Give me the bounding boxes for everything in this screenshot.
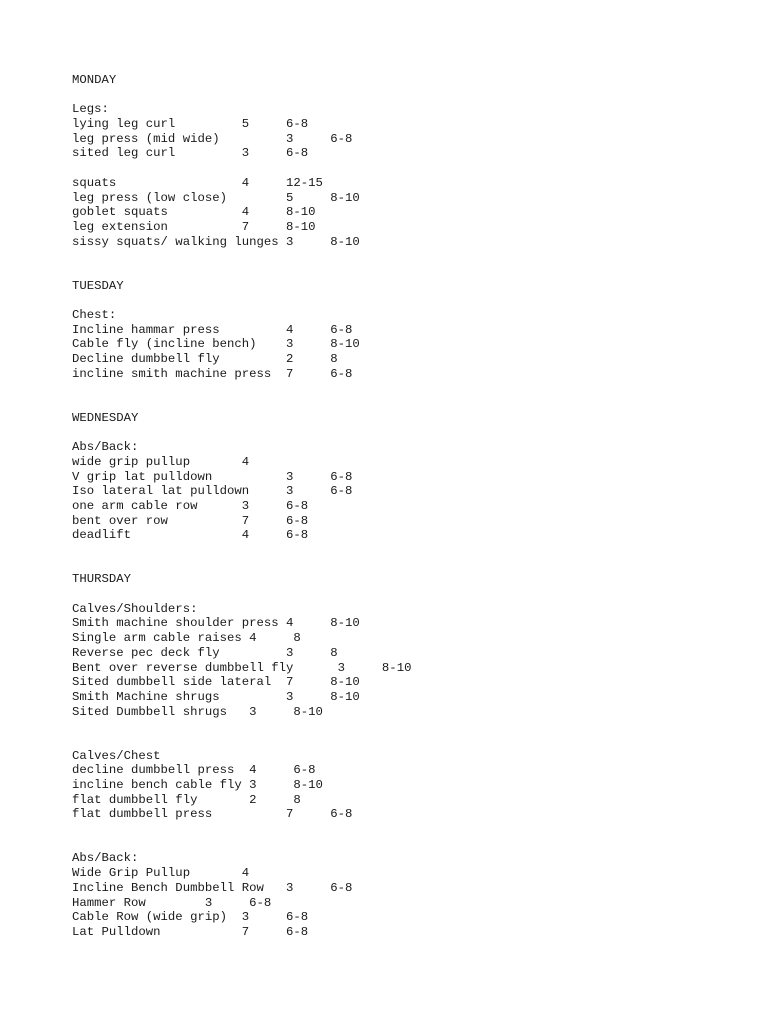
text-line: leg press (mid wide) 3 6-8 [72, 131, 353, 146]
text-line: Sited Dumbbell shrugs 3 8-10 [72, 704, 323, 719]
blank-line [72, 734, 411, 749]
text-line: one arm cable row 3 6-8 [72, 498, 309, 513]
blank-line [72, 822, 411, 837]
blank-line [72, 543, 411, 558]
text-line: sited leg curl 3 6-8 [72, 146, 309, 161]
text-line: Lat Pulldown 7 6-8 [72, 924, 309, 939]
text-line: leg extension 7 8-10 [72, 219, 316, 234]
text-line: Wide Grip Pullup 4 [72, 866, 250, 881]
text-line: flat dumbbell press 7 6-8 [72, 807, 353, 822]
text-line: MONDAY [72, 73, 117, 87]
text-line: incline smith machine press 7 6-8 [72, 366, 353, 381]
blank-line [72, 426, 411, 441]
blank-line [72, 558, 411, 573]
blank-line [72, 587, 411, 602]
text-line: Smith Machine shrugs 3 8-10 [72, 689, 360, 704]
text-line: Chest: [72, 308, 117, 322]
blank-line [72, 381, 411, 396]
text-line: WEDNESDAY [72, 410, 139, 425]
text-line: leg press (low close) 5 8-10 [72, 190, 360, 205]
text-line: Smith machine shoulder press 4 8-10 [72, 616, 360, 631]
text-line: Abs/Back: [72, 851, 139, 866]
text-line: deadlift 4 6-8 [72, 528, 309, 543]
text-line: Cable Row (wide grip) 3 6-8 [72, 910, 309, 925]
blank-line [72, 396, 411, 411]
workout-plan-text [72, 73, 411, 940]
text-line: Abs/Back: [72, 440, 139, 455]
text-line: Hammer Row 3 6-8 [72, 895, 272, 910]
blank-line [72, 719, 411, 734]
text-line: Cable fly (incline bench) 3 8-10 [72, 337, 360, 352]
text-line: sissy squats/ walking lunges 3 8-10 [72, 234, 360, 249]
text-line: bent over row 7 6-8 [72, 513, 309, 528]
text-line: decline dumbbell press 4 6-8 [72, 763, 316, 778]
text-line: Incline Bench Dumbbell Row 3 6-8 [72, 880, 353, 895]
text-line: TUESDAY [72, 278, 124, 293]
text-line: Incline hammar press 4 6-8 [72, 322, 353, 337]
blank-line [72, 88, 411, 103]
blank-line [72, 293, 411, 308]
text-line: Bent over reverse dumbbell fly 3 8-10 [72, 660, 412, 675]
blank-line [72, 161, 411, 176]
text-line: Sited dumbbell side lateral 7 8-10 [72, 675, 360, 690]
text-line: Calves/Chest [72, 748, 161, 763]
text-line: V grip lat pulldown 3 6-8 [72, 469, 353, 484]
text-line: Calves/Shoulders: [72, 601, 198, 616]
text-line: Legs: [72, 102, 109, 117]
text-line: Single arm cable raises 4 8 [72, 631, 301, 646]
text-line: Iso lateral lat pulldown 3 6-8 [72, 484, 353, 499]
text-line: flat dumbbell fly 2 8 [72, 792, 301, 807]
text-line: lying leg curl 5 6-8 [72, 117, 309, 132]
text-line: wide grip pullup 4 [72, 454, 250, 469]
text-line: goblet squats 4 8-10 [72, 205, 316, 220]
text-line: Reverse pec deck fly 3 8 [72, 645, 338, 660]
blank-line [72, 837, 411, 852]
blank-line [72, 264, 411, 279]
blank-line [72, 249, 411, 264]
text-line: THURSDAY [72, 572, 132, 587]
text-line: squats 4 12-15 [72, 175, 323, 190]
text-line: Decline dumbbell fly 2 8 [72, 352, 338, 367]
text-line: incline bench cable fly 3 8-10 [72, 778, 323, 792]
